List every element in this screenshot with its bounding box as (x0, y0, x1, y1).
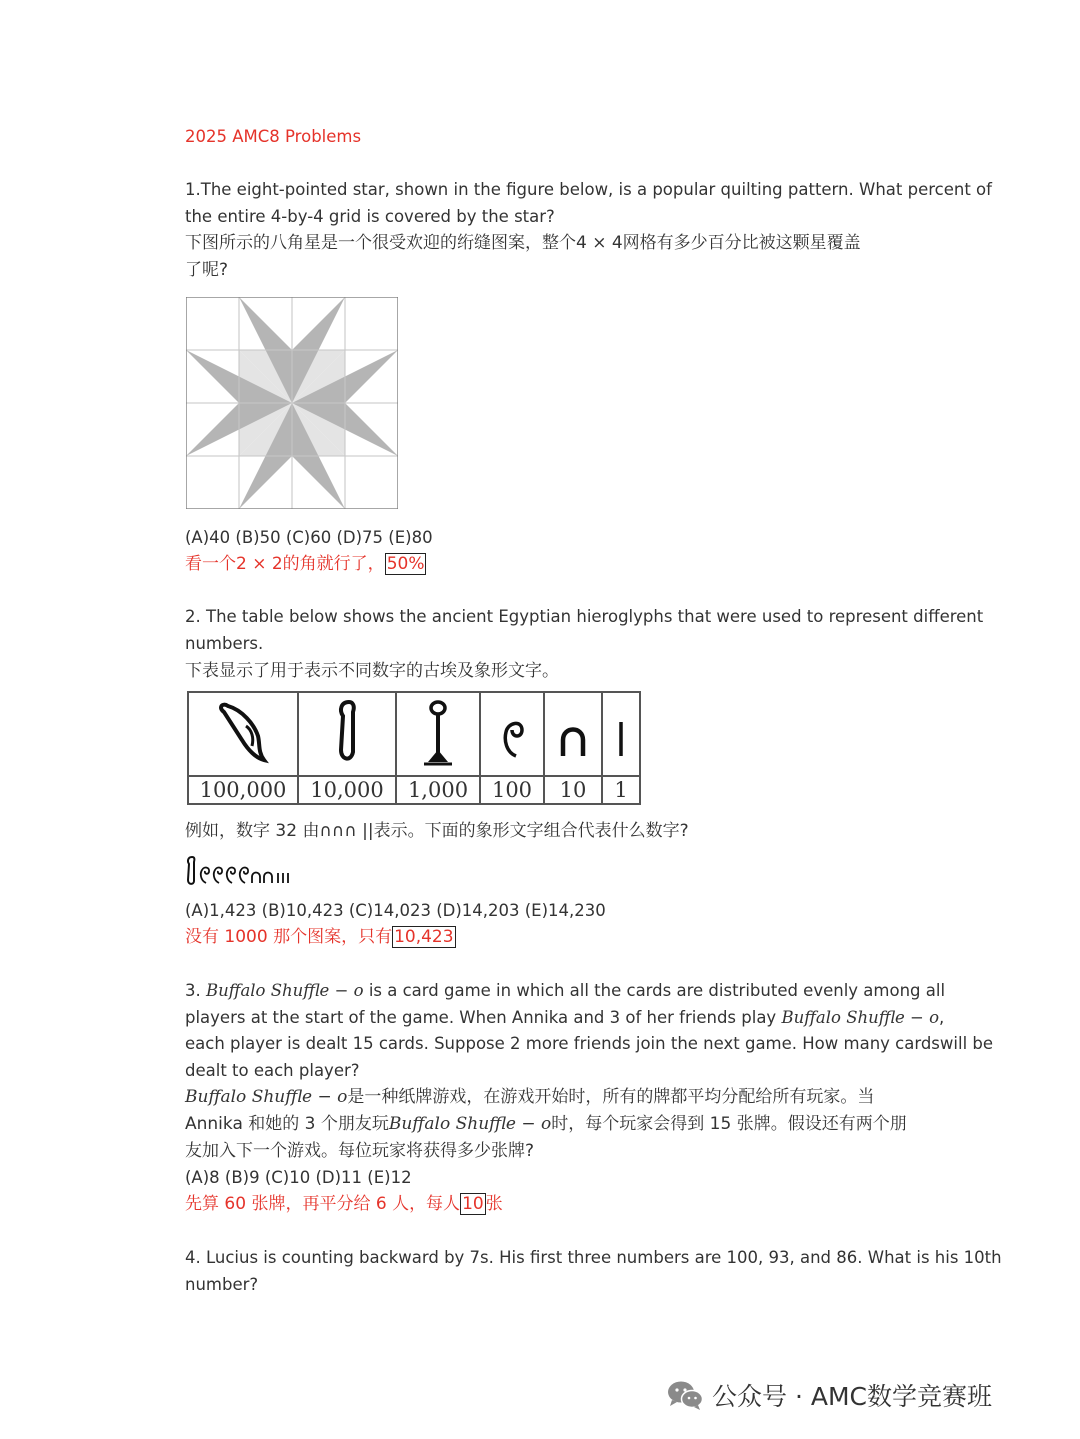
table-value-1000: 1,000 (396, 776, 480, 804)
tadpole-icon (188, 692, 298, 776)
q3-text-en-2 (185, 1008, 944, 1028)
q3-text-en-4: dealt to each player? (185, 1061, 360, 1080)
q1-answer (185, 554, 426, 574)
hieroglyph-combination (184, 854, 296, 886)
q1-text-zh-1: 下图所示的八角星是一个很受欢迎的绗缝图案，整个4 × 4网格有多少百分比被这颗星覆盖 (185, 233, 861, 253)
q3-text-en-1 (185, 981, 945, 1001)
q3-text-en-2-start: players at the start of the game. When Annika and 3 of her friends play (185, 1008, 777, 1027)
q3-text-zh-2-start: Annika 和她的 3 个朋友玩 (185, 1114, 389, 1134)
table-value-1: 1 (602, 776, 640, 804)
q2-text-en-1: 2. The table below shows the ancient Egyptian hieroglyphs that were used to represent different (185, 607, 984, 626)
q2-example-prefix: 例如，数字 32 由 (185, 821, 320, 841)
q2-text-en-2: numbers. (185, 634, 264, 653)
q3-game-name-2: Buffalo Shuffle − o (781, 1008, 940, 1027)
finger-icon (298, 692, 396, 776)
q3-game-name-3: Buffalo Shuffle − o (185, 1087, 348, 1107)
watermark-text: 公众号 · AMC数学竞赛班 (712, 1382, 992, 1411)
coil-icon (480, 692, 544, 776)
eight-pointed-star-figure (186, 297, 398, 509)
table-value-10: 10 (544, 776, 602, 804)
q2-answer-boxed: 10,423 (394, 927, 454, 947)
q1-answer-text: 看一个2 × 2的角就行了， (185, 554, 385, 574)
q2-example-suffix: 表示。下面的象形文字组合代表什么数字? (373, 821, 689, 841)
q3-answer-boxed: 10 (462, 1194, 484, 1214)
q3-text-en-2-end: , (939, 1008, 945, 1027)
q3-label: 3. (185, 981, 201, 1000)
q1-text-en-2: the entire 4-by-4 grid is covered by the star? (185, 207, 555, 226)
q3-text-zh-3: 友加入下一个游戏。每位玩家将获得多少张牌? (185, 1141, 535, 1161)
q3-text-en-1-rest: is a card game in which all the cards are distributed evenly among all (368, 981, 946, 1000)
stroke-icon (602, 692, 640, 776)
q1-text-zh-2: 了呢? (185, 260, 229, 280)
watermark (666, 1377, 992, 1413)
q1-text-en-1: 1.The eight-pointed star, shown in the figure below, is a popular quilting pattern. What percent of (185, 180, 992, 199)
q2-example-glyphs: ∩∩∩ || (319, 821, 374, 841)
q1-choices: (A)40 (B)50 (C)60 (D)75 (E)80 (185, 528, 433, 547)
q4-text-en-2: number? (185, 1275, 259, 1294)
table-value-100: 100 (480, 776, 544, 804)
q3-text-en-3: each player is dealt 15 cards. Suppose 2 more friends join the next game. How many cardswill be (185, 1034, 994, 1053)
q2-answer-text: 没有 1000 那个图案，只有 (185, 927, 393, 947)
q3-text-zh-1-rest: 是一种纸牌游戏，在游戏开始时，所有的牌都平均分配给所有玩家。当 (347, 1087, 875, 1107)
q3-game-name-4: Buffalo Shuffle − o (388, 1114, 552, 1134)
q3-answer (185, 1194, 503, 1214)
q3-answer-text: 先算 60 张牌，再平分给 6 人，每人 (185, 1194, 461, 1214)
q2-example (185, 821, 689, 841)
q3-text-zh-1 (185, 1087, 874, 1107)
q4-text-en-1: 4. Lucius is counting backward by 7s. His first three numbers are 100, 93, and 86. What is his 10th (185, 1248, 1002, 1267)
q2-answer (185, 927, 456, 947)
q3-answer-suffix: 张 (485, 1194, 503, 1214)
page-title: 2025 AMC8 Problems (185, 127, 362, 146)
q2-text-zh-1: 下表显示了用于表示不同数字的古埃及象形文字。 (185, 661, 559, 681)
wechat-icon (666, 1379, 704, 1411)
q3-text-zh-2-rest: 时，每个玩家会得到 15 张牌。假设还有两个朋 (551, 1114, 907, 1134)
q3-text-zh-2 (185, 1114, 907, 1134)
q1-answer-boxed: 50% (386, 554, 425, 574)
table-value-10000: 10,000 (298, 776, 396, 804)
q2-choices: (A)1,423 (B)10,423 (C)14,023 (D)14,203 (E)14,230 (185, 901, 606, 920)
lotus-icon (396, 692, 480, 776)
q3-game-name: Buffalo Shuffle − o (206, 981, 364, 1000)
table-value-100000: 100,000 (188, 776, 298, 804)
q3-choices: (A)8 (B)9 (C)10 (D)11 (E)12 (185, 1168, 412, 1187)
heel-bone-icon (544, 692, 602, 776)
hieroglyph-table (187, 691, 641, 805)
